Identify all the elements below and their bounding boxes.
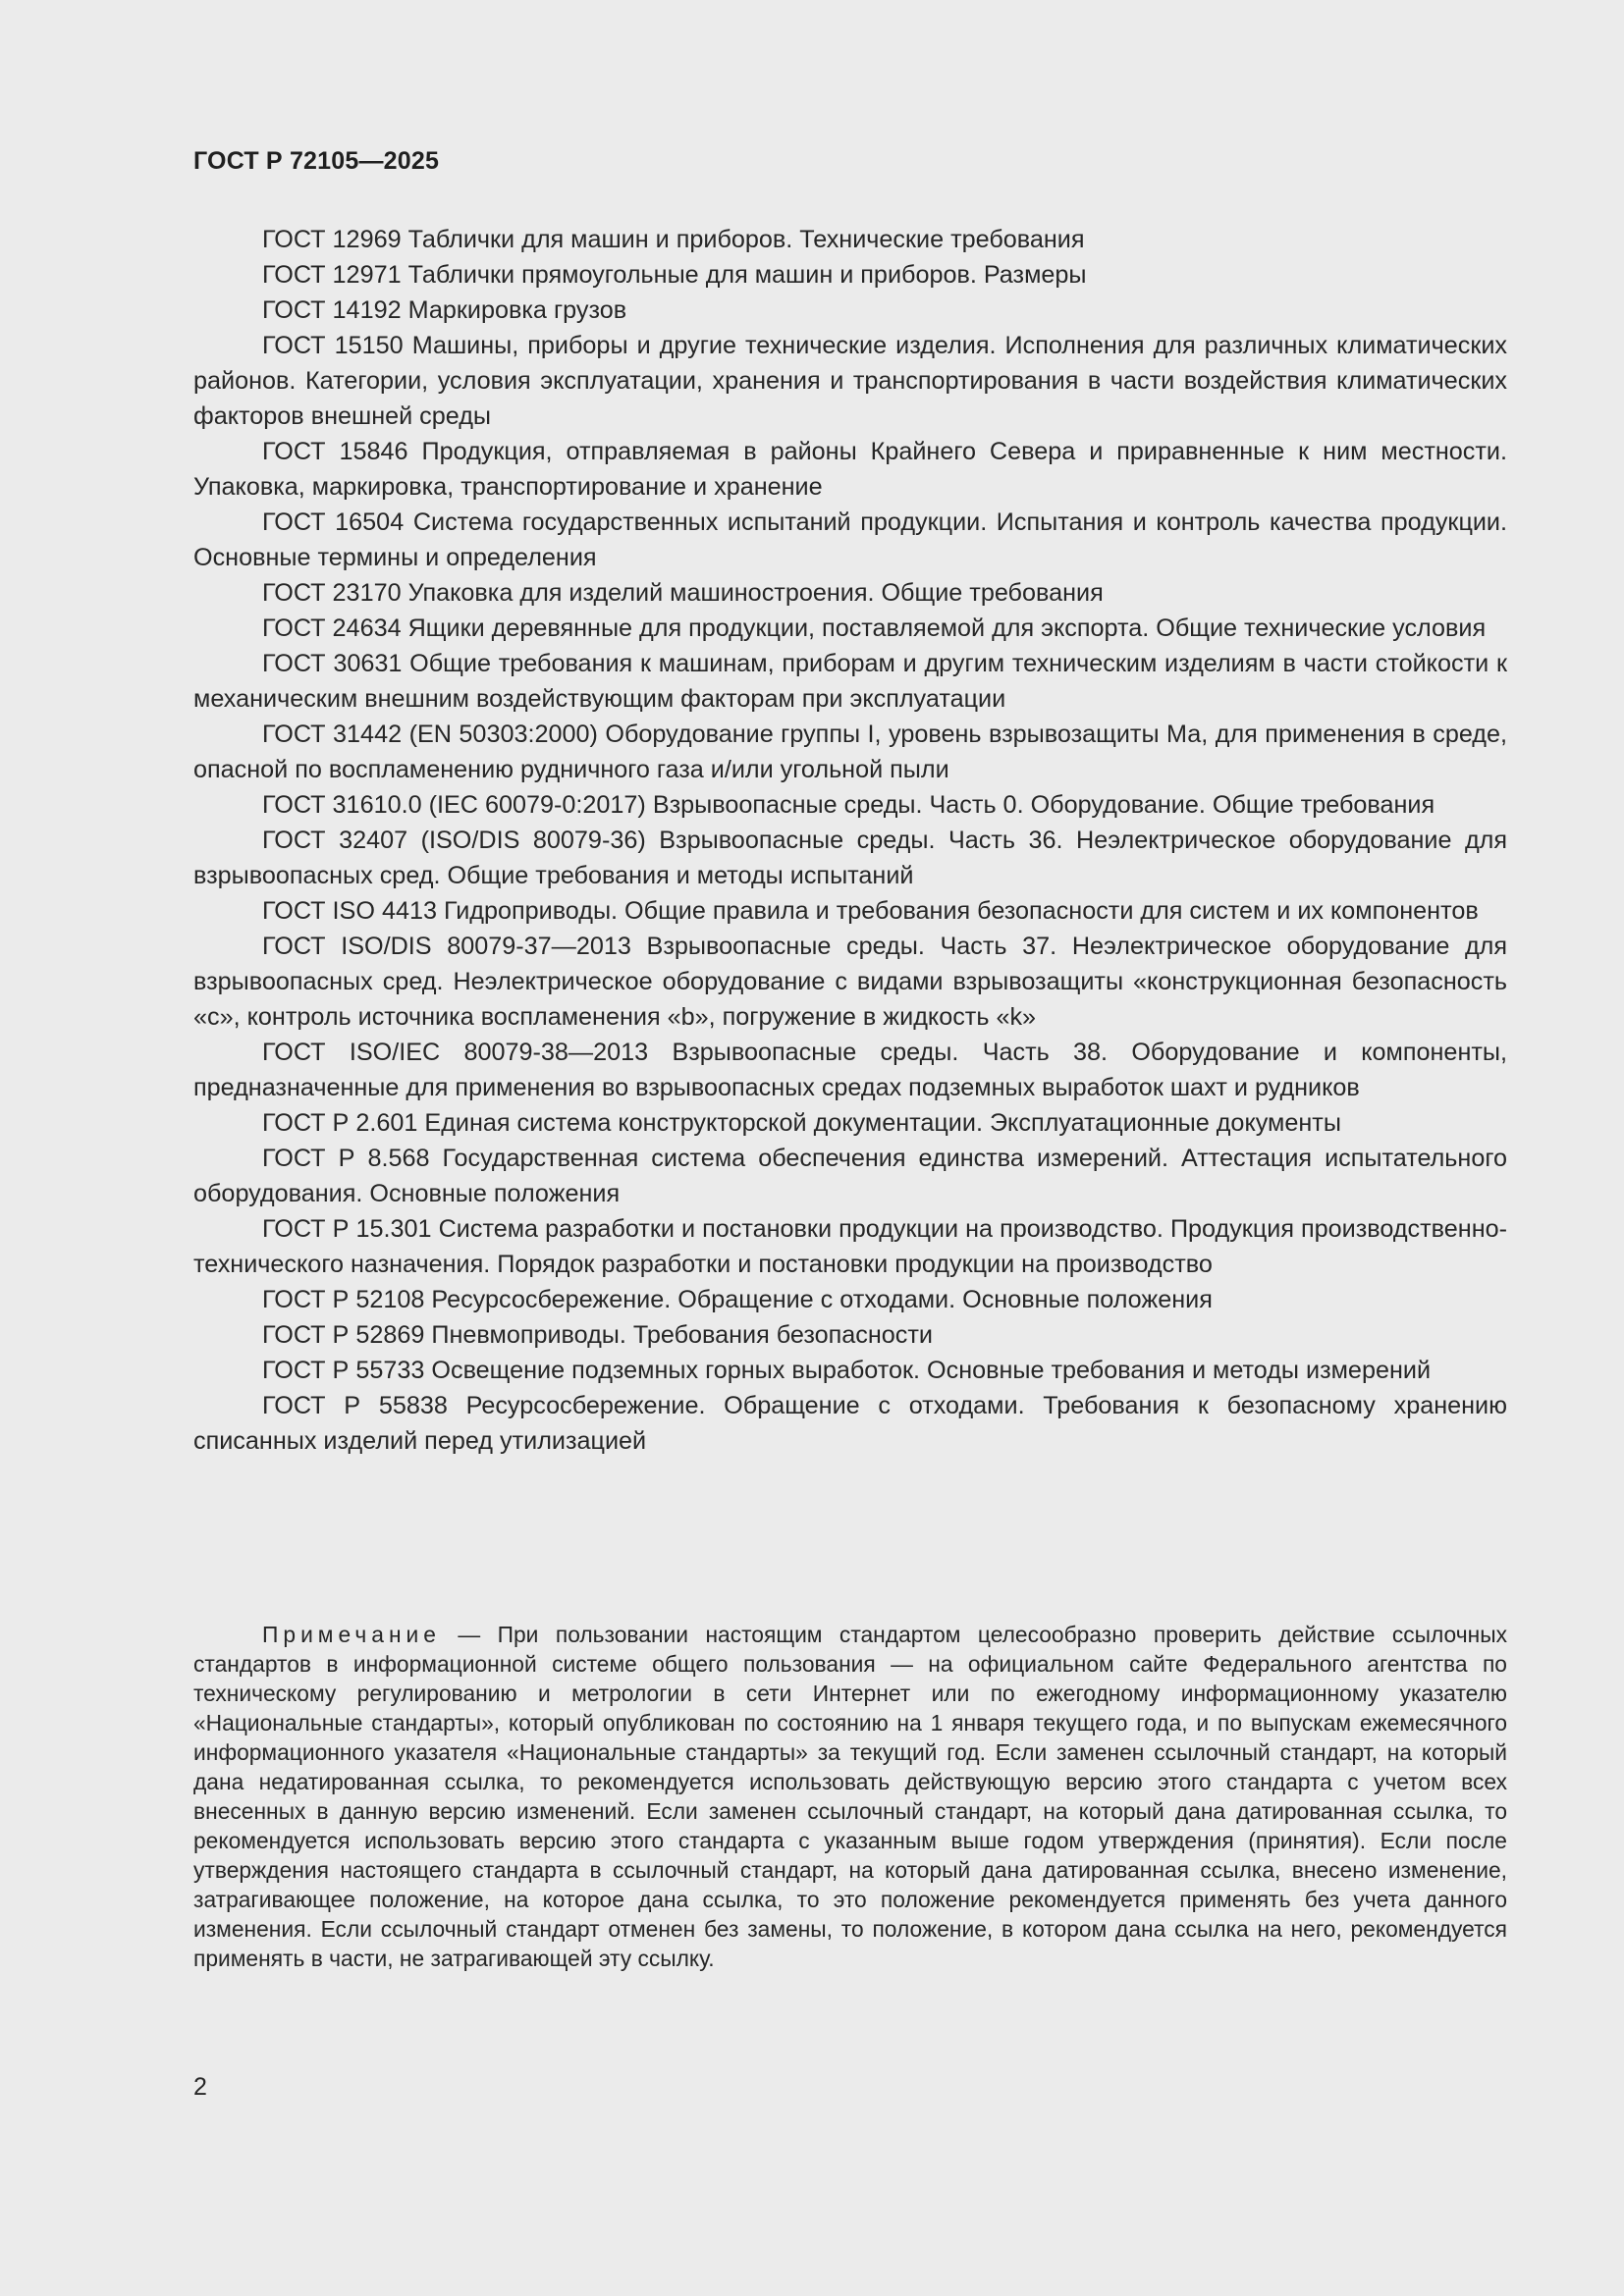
- reference-item: [193, 222, 1507, 257]
- reference-item: [193, 1211, 1507, 1282]
- reference-item: [193, 1105, 1507, 1141]
- reference-item: [193, 293, 1507, 328]
- reference-item: [193, 1141, 1507, 1211]
- reference-item: [193, 717, 1507, 787]
- reference-item: [193, 505, 1507, 575]
- reference-title: Взрывоопасные среды. Часть 36. Неэлектрическое оборудование для взрывоопасных сред. Общие требования и методы испытаний: [193, 827, 1507, 889]
- reference-title: Гидроприводы. Общие правила и требования безопасности для систем и их компонентов: [443, 897, 1479, 925]
- reference-title: Система разработки и постановки продукции на производство. Продукция производственно-технического назначения. Порядок разработки и постановки продукции на производство: [193, 1215, 1507, 1278]
- reference-code: ГОСТ 16504: [262, 508, 405, 536]
- reference-code: ГОСТ Р 55838: [262, 1392, 448, 1419]
- reference-item: [193, 1388, 1507, 1459]
- reference-item: [193, 1317, 1507, 1353]
- reference-code: ГОСТ Р 55733: [262, 1357, 425, 1384]
- reference-title: Взрывоопасные среды. Часть 37. Неэлектрическое оборудование для взрывоопасных сред. Неэлектрическое оборудование с видами взрывозащиты «конструкционная безопасность «c», контроль источника воспламенения «b», погружение в жидкость «k»: [193, 933, 1508, 1031]
- reference-code: ГОСТ 24634: [262, 614, 402, 642]
- reference-title: Машины, приборы и другие технические изделия. Исполнения для различных климатических районов. Категории, условия эксплуатации, хранения и транспортирования в части воздействия климатических факторов внешней среды: [193, 332, 1508, 430]
- reference-item: [193, 257, 1507, 293]
- reference-item: [193, 1353, 1507, 1388]
- reference-code: ГОСТ Р 8.568: [262, 1145, 430, 1172]
- reference-code: ГОСТ Р 52108: [262, 1286, 425, 1313]
- reference-title: Продукция, отправляемая в районы Крайнего Севера и приравненные к ним местности. Упаковка, маркировка, транспортирование и хранение: [193, 438, 1507, 501]
- reference-item: [193, 611, 1507, 646]
- reference-code: ГОСТ Р 2.601: [262, 1109, 418, 1137]
- reference-title: Оборудование группы I, уровень взрывозащиты Ма, для применения в среде, опасной по воспламенению рудничного газа и/или угольной пыли: [193, 721, 1507, 783]
- reference-code: ГОСТ ISO 4413: [262, 897, 437, 925]
- page-number: 2: [193, 2073, 207, 2101]
- reference-title: Ящики деревянные для продукции, поставляемой для экспорта. Общие технические условия: [407, 614, 1487, 642]
- reference-title: Ресурсосбережение. Обращение с отходами. Требования к безопасному хранению списанных изделий перед утилизацией: [193, 1392, 1508, 1455]
- reference-title: Таблички прямоугольные для машин и приборов. Размеры: [407, 261, 1087, 289]
- reference-code: ГОСТ 30631: [262, 650, 403, 677]
- reference-title: Взрывоопасные среды. Часть 0. Оборудование. Общие требования: [652, 791, 1435, 819]
- reference-title: Система государственных испытаний продукции. Испытания и контроль качества продукции. Основные термины и определения: [193, 508, 1508, 571]
- reference-item: [193, 893, 1507, 929]
- note-paragraph: [193, 1620, 1507, 1973]
- reference-item: [193, 787, 1507, 823]
- reference-item: [193, 646, 1507, 717]
- reference-title: Общие требования к машинам, приборам и другим техническим изделиям в части стойкости к механическим внешним воздействующим факторам при эксплуатации: [193, 650, 1507, 713]
- reference-code: ГОСТ Р 15.301: [262, 1215, 432, 1243]
- reference-title: Единая система конструкторской документации. Эксплуатационные документы: [424, 1109, 1341, 1137]
- reference-code: ГОСТ 12971: [262, 261, 402, 289]
- reference-code: ГОСТ 15846: [262, 438, 408, 465]
- reference-code: ГОСТ 31442 (EN 50303:2000): [262, 721, 598, 748]
- reference-code: ГОСТ 32407 (ISO/DIS 80079-36): [262, 827, 646, 854]
- reference-item: [193, 1035, 1507, 1105]
- reference-code: ГОСТ 15150: [262, 332, 404, 359]
- reference-title: Пневмоприводы. Требования безопасности: [431, 1321, 933, 1349]
- reference-code: ГОСТ 14192: [262, 296, 402, 324]
- reference-item: [193, 434, 1507, 505]
- reference-code: ГОСТ Р 52869: [262, 1321, 425, 1349]
- reference-code: ГОСТ 23170: [262, 579, 402, 607]
- reference-item: [193, 823, 1507, 893]
- reference-code: ГОСТ ISO/IEC 80079-38—2013: [262, 1039, 649, 1066]
- note-text: — При пользовании настоящим стандартом целесообразно проверить действие ссылочных стандартов в информационной системе общего пользования — на официальном сайте Федерального агентства по техническому регулированию и метрологии в сети Интернет или по ежегодному информационному указателю «Национальные стандарты», который опубликован по состоянию на 1 января текущего года, и по выпускам ежемесячного информационного указателя «Национальные стандарты» за текущий год. Если заменен ссылочный стандарт, на который дана недатированная ссылка, то рекомендуется использовать действующую версию этого стандарта с учетом всех внесенных в данную версию изменений. Если заменен ссылочный стандарт, на который дана датированная ссылка, то рекомендуется использовать версию этого стандарта с указанным выше годом утверждения (принятия). Если после утверждения настоящего стандарта в ссылочный стандарт, на который дана датированная ссылка, внесено изменение, затрагивающее положение, на которое дана ссылка, то это положение рекомендуется применять без учета данного изменения. Если ссылочный стандарт отменен без замены, то положение, в котором дана ссылка на него, рекомендуется применять в части, не затрагивающей эту ссылку.: [193, 1622, 1507, 1971]
- reference-item: [193, 1282, 1507, 1317]
- reference-title: Маркировка грузов: [407, 296, 627, 324]
- reference-code: ГОСТ 31610.0 (IEC 60079-0:2017): [262, 791, 646, 819]
- reference-title: Государственная система обеспечения единства измерений. Аттестация испытательного оборудования. Основные положения: [193, 1145, 1507, 1207]
- reference-title: Упаковка для изделий машиностроения. Общие требования: [407, 579, 1104, 607]
- reference-code: ГОСТ 12969: [262, 226, 402, 253]
- note-label: Примечание: [262, 1622, 441, 1647]
- reference-item: [193, 575, 1507, 611]
- reference-title: Взрывоопасные среды. Часть 38. Оборудование и компоненты, предназначенные для применения во взрывоопасных средах подземных выработок шахт и рудников: [193, 1039, 1507, 1101]
- reference-code: ГОСТ ISO/DIS 80079-37—2013: [262, 933, 631, 960]
- reference-title: Ресурсосбережение. Обращение с отходами. Основные положения: [431, 1286, 1213, 1313]
- reference-item: [193, 929, 1507, 1035]
- reference-item: [193, 328, 1507, 434]
- normative-references-list: [193, 222, 1507, 1459]
- reference-title: Освещение подземных горных выработок. Основные требования и методы измерений: [431, 1357, 1432, 1384]
- reference-title: Таблички для машин и приборов. Технические требования: [407, 226, 1085, 253]
- document-code-header: ГОСТ Р 72105—2025: [193, 147, 440, 175]
